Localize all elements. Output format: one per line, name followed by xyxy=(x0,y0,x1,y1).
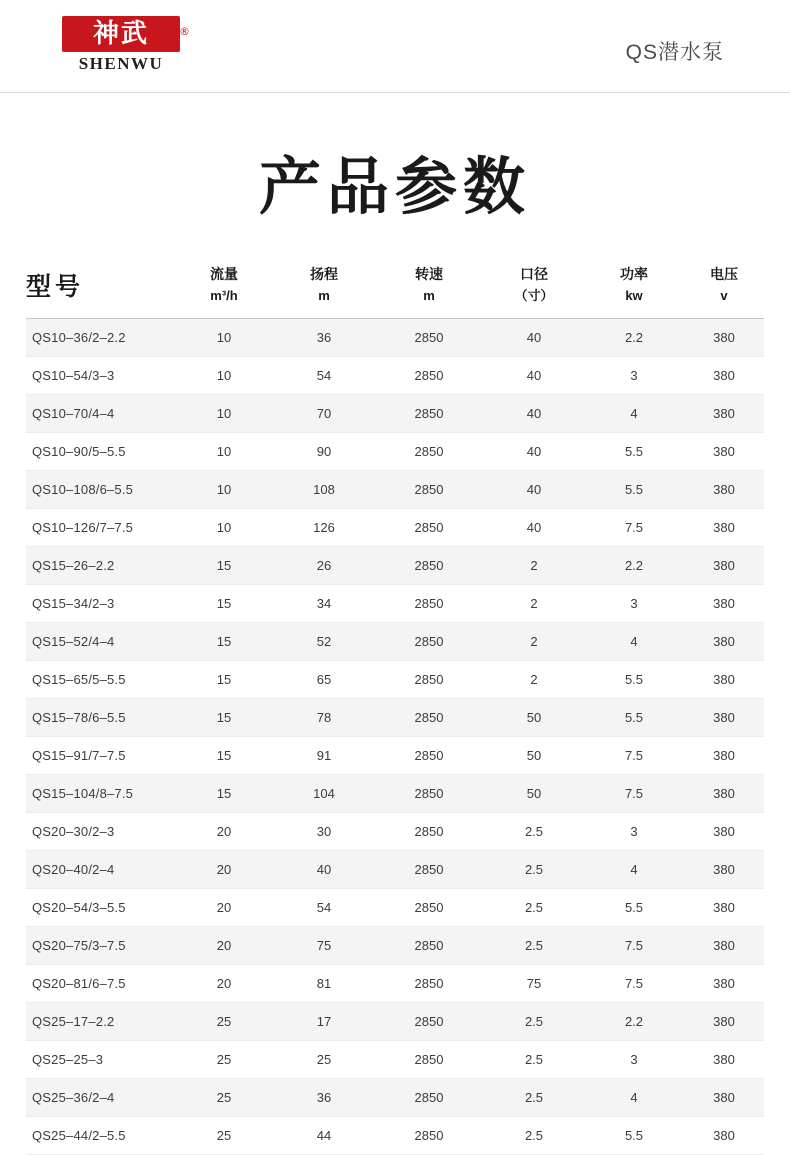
cell-value: 15 xyxy=(174,660,274,698)
cell-model: QS20–54/3–5.5 xyxy=(26,888,174,926)
column-header-voltage-unit: v xyxy=(720,287,728,303)
column-header-speed xyxy=(374,256,484,318)
cell-model: QS15–91/7–7.5 xyxy=(26,736,174,774)
cell-value: 5.5 xyxy=(584,888,684,926)
cell-value: 2.5 xyxy=(484,888,584,926)
cell-value: 4 xyxy=(584,850,684,888)
table-row xyxy=(26,964,764,1002)
cell-model: QS15–78/6–5.5 xyxy=(26,698,174,736)
column-header-flow-unit: m³/h xyxy=(210,287,238,303)
cell-value: 380 xyxy=(684,546,764,584)
cell-value: 5.5 xyxy=(584,698,684,736)
cell-model: QS15–65/5–5.5 xyxy=(26,660,174,698)
cell-value: 40 xyxy=(484,356,584,394)
table-row xyxy=(26,622,764,660)
cell-value: 50 xyxy=(484,736,584,774)
product-line-title: QS潜水泵 xyxy=(625,41,724,64)
cell-value: 2850 xyxy=(374,812,484,850)
cell-value: 20 xyxy=(174,888,274,926)
column-header-speed-label: 转速 xyxy=(415,266,443,282)
cell-value: 2.5 xyxy=(484,812,584,850)
column-header-bore xyxy=(484,256,584,318)
cell-value: 7.5 xyxy=(584,964,684,1002)
cell-value: 7.5 xyxy=(584,508,684,546)
cell-value: 4 xyxy=(584,1078,684,1116)
cell-value: 380 xyxy=(684,356,764,394)
cell-value: 4 xyxy=(584,622,684,660)
cell-value: 2850 xyxy=(374,1002,484,1040)
cell-value: 2850 xyxy=(374,850,484,888)
cell-value: 50 xyxy=(484,774,584,812)
column-header-head xyxy=(274,256,374,318)
cell-model: QS10–70/4–4 xyxy=(26,394,174,432)
cell-value: 2 xyxy=(484,622,584,660)
cell-value: 380 xyxy=(684,584,764,622)
cell-value: 2.2 xyxy=(584,318,684,356)
cell-value: 15 xyxy=(174,736,274,774)
cell-value: 380 xyxy=(684,432,764,470)
column-header-model: 型号 xyxy=(26,256,174,318)
cell-model: QS25–36/2–4 xyxy=(26,1078,174,1116)
cell-value: 25 xyxy=(174,1116,274,1154)
cell-value: 380 xyxy=(684,964,764,1002)
cell-model: QS10–36/2–2.2 xyxy=(26,318,174,356)
cell-value: 20 xyxy=(174,850,274,888)
cell-value: 10 xyxy=(174,508,274,546)
cell-value: 15 xyxy=(174,546,274,584)
cell-value: 380 xyxy=(684,888,764,926)
cell-value: 40 xyxy=(484,394,584,432)
column-header-power-label: 功率 xyxy=(620,266,648,282)
cell-model: QS25–25–3 xyxy=(26,1040,174,1078)
cell-value: 2.5 xyxy=(484,1040,584,1078)
brand-mark-text: 神武 xyxy=(92,19,149,49)
cell-value: 7.5 xyxy=(584,736,684,774)
cell-value: 2850 xyxy=(374,470,484,508)
cell-value: 40 xyxy=(484,318,584,356)
cell-value: 3 xyxy=(584,584,684,622)
column-header-bore-label: 口径 xyxy=(520,266,548,282)
table-row xyxy=(26,584,764,622)
brand-latin-name: SHENWU xyxy=(78,54,164,73)
table-row xyxy=(26,926,764,964)
cell-value: 5.5 xyxy=(584,470,684,508)
table-row xyxy=(26,850,764,888)
table-row xyxy=(26,394,764,432)
cell-value: 2 xyxy=(484,660,584,698)
cell-value: 380 xyxy=(684,1078,764,1116)
cell-value: 65 xyxy=(274,660,374,698)
table-row xyxy=(26,1040,764,1078)
spec-table xyxy=(26,256,764,1155)
cell-value: 2850 xyxy=(374,660,484,698)
cell-value: 50 xyxy=(484,698,584,736)
cell-value: 2850 xyxy=(374,318,484,356)
column-header-head-label: 扬程 xyxy=(310,266,338,282)
column-header-flow-label: 流量 xyxy=(210,266,238,282)
cell-value: 15 xyxy=(174,584,274,622)
cell-value: 3 xyxy=(584,812,684,850)
cell-value: 126 xyxy=(274,508,374,546)
cell-value: 36 xyxy=(274,318,374,356)
cell-value: 2.2 xyxy=(584,1002,684,1040)
cell-value: 2.5 xyxy=(484,1078,584,1116)
cell-value: 25 xyxy=(274,1040,374,1078)
table-row xyxy=(26,356,764,394)
column-header-speed-unit: m xyxy=(423,287,435,303)
cell-value: 380 xyxy=(684,812,764,850)
table-row xyxy=(26,698,764,736)
cell-value: 2 xyxy=(484,546,584,584)
cell-value: 5.5 xyxy=(584,432,684,470)
cell-value: 380 xyxy=(684,660,764,698)
cell-value: 380 xyxy=(684,774,764,812)
cell-value: 90 xyxy=(274,432,374,470)
cell-value: 10 xyxy=(174,394,274,432)
cell-value: 380 xyxy=(684,926,764,964)
cell-value: 2.5 xyxy=(484,850,584,888)
cell-value: 25 xyxy=(174,1040,274,1078)
cell-value: 5.5 xyxy=(584,660,684,698)
table-row xyxy=(26,660,764,698)
cell-value: 2850 xyxy=(374,1116,484,1154)
cell-value: 380 xyxy=(684,1116,764,1154)
cell-value: 3 xyxy=(584,356,684,394)
column-header-flow xyxy=(174,256,274,318)
cell-model: QS10–54/3–3 xyxy=(26,356,174,394)
cell-value: 70 xyxy=(274,394,374,432)
column-header-power xyxy=(584,256,684,318)
table-row xyxy=(26,812,764,850)
page-header xyxy=(0,0,790,93)
page-title: 产品参数 xyxy=(258,150,531,223)
cell-value: 40 xyxy=(484,470,584,508)
cell-model: QS15–26–2.2 xyxy=(26,546,174,584)
cell-value: 10 xyxy=(174,318,274,356)
cell-value: 380 xyxy=(684,394,764,432)
cell-value: 2850 xyxy=(374,964,484,1002)
cell-value: 3 xyxy=(584,1040,684,1078)
cell-value: 2850 xyxy=(374,1078,484,1116)
cell-value: 2850 xyxy=(374,508,484,546)
cell-model: QS10–126/7–7.5 xyxy=(26,508,174,546)
cell-value: 7.5 xyxy=(584,774,684,812)
cell-model: QS10–90/5–5.5 xyxy=(26,432,174,470)
cell-value: 4 xyxy=(584,394,684,432)
table-row xyxy=(26,888,764,926)
cell-value: 40 xyxy=(274,850,374,888)
cell-value: 10 xyxy=(174,470,274,508)
column-header-voltage-label: 电压 xyxy=(710,266,738,282)
cell-value: 380 xyxy=(684,736,764,774)
cell-value: 380 xyxy=(684,622,764,660)
cell-model: QS20–30/2–3 xyxy=(26,812,174,850)
cell-value: 15 xyxy=(174,774,274,812)
cell-value: 81 xyxy=(274,964,374,1002)
cell-value: 2.5 xyxy=(484,926,584,964)
cell-value: 2.5 xyxy=(484,1116,584,1154)
cell-value: 54 xyxy=(274,888,374,926)
cell-value: 2850 xyxy=(374,736,484,774)
table-row xyxy=(26,1002,764,1040)
cell-model: QS15–104/8–7.5 xyxy=(26,774,174,812)
cell-model: QS20–75/3–7.5 xyxy=(26,926,174,964)
cell-value: 2850 xyxy=(374,584,484,622)
table-row xyxy=(26,318,764,356)
cell-value: 108 xyxy=(274,470,374,508)
cell-value: 25 xyxy=(174,1002,274,1040)
cell-model: QS20–81/6–7.5 xyxy=(26,964,174,1002)
cell-value: 2850 xyxy=(374,622,484,660)
cell-value: 10 xyxy=(174,356,274,394)
cell-value: 2.5 xyxy=(484,1002,584,1040)
cell-model: QS10–108/6–5.5 xyxy=(26,470,174,508)
cell-value: 380 xyxy=(684,318,764,356)
cell-value: 5.5 xyxy=(584,1116,684,1154)
cell-value: 78 xyxy=(274,698,374,736)
cell-value: 75 xyxy=(484,964,584,1002)
cell-model: QS25–17–2.2 xyxy=(26,1002,174,1040)
brand-logo xyxy=(62,16,212,74)
column-header-power-unit: kw xyxy=(625,287,643,303)
column-header-bore-unit: （寸） xyxy=(514,287,554,303)
cell-value: 17 xyxy=(274,1002,374,1040)
cell-value: 2850 xyxy=(374,546,484,584)
cell-value: 75 xyxy=(274,926,374,964)
table-row xyxy=(26,432,764,470)
cell-model: QS15–52/4–4 xyxy=(26,622,174,660)
cell-value: 34 xyxy=(274,584,374,622)
cell-value: 40 xyxy=(484,432,584,470)
cell-value: 2.2 xyxy=(584,546,684,584)
registered-trademark-icon: ® xyxy=(179,25,192,38)
cell-value: 10 xyxy=(174,432,274,470)
cell-value: 26 xyxy=(274,546,374,584)
column-header-voltage xyxy=(684,256,764,318)
cell-model: QS25–44/2–5.5 xyxy=(26,1116,174,1154)
cell-model: QS20–40/2–4 xyxy=(26,850,174,888)
cell-value: 20 xyxy=(174,964,274,1002)
cell-value: 2 xyxy=(484,584,584,622)
table-row xyxy=(26,546,764,584)
cell-value: 2850 xyxy=(374,356,484,394)
cell-value: 36 xyxy=(274,1078,374,1116)
cell-value: 2850 xyxy=(374,698,484,736)
cell-value: 25 xyxy=(174,1078,274,1116)
table-row xyxy=(26,736,764,774)
cell-value: 380 xyxy=(684,508,764,546)
cell-model: QS15–34/2–3 xyxy=(26,584,174,622)
cell-value: 2850 xyxy=(374,774,484,812)
table-row xyxy=(26,508,764,546)
cell-value: 52 xyxy=(274,622,374,660)
cell-value: 2850 xyxy=(374,394,484,432)
brand-mark xyxy=(62,16,192,52)
cell-value: 2850 xyxy=(374,432,484,470)
table-row xyxy=(26,774,764,812)
cell-value: 20 xyxy=(174,812,274,850)
cell-value: 15 xyxy=(174,698,274,736)
cell-value: 20 xyxy=(174,926,274,964)
cell-value: 380 xyxy=(684,850,764,888)
cell-value: 104 xyxy=(274,774,374,812)
cell-value: 15 xyxy=(174,622,274,660)
cell-value: 380 xyxy=(684,470,764,508)
spec-table-body xyxy=(26,318,764,1154)
cell-value: 7.5 xyxy=(584,926,684,964)
cell-value: 380 xyxy=(684,698,764,736)
cell-value: 2850 xyxy=(374,888,484,926)
cell-value: 91 xyxy=(274,736,374,774)
table-header-row xyxy=(26,256,764,318)
table-row xyxy=(26,470,764,508)
cell-value: 380 xyxy=(684,1040,764,1078)
cell-value: 2850 xyxy=(374,1040,484,1078)
cell-value: 54 xyxy=(274,356,374,394)
table-row xyxy=(26,1116,764,1154)
cell-value: 40 xyxy=(484,508,584,546)
cell-value: 44 xyxy=(274,1116,374,1154)
cell-value: 30 xyxy=(274,812,374,850)
column-header-head-unit: m xyxy=(318,287,330,303)
cell-value: 380 xyxy=(684,1002,764,1040)
table-row xyxy=(26,1078,764,1116)
cell-value: 2850 xyxy=(374,926,484,964)
